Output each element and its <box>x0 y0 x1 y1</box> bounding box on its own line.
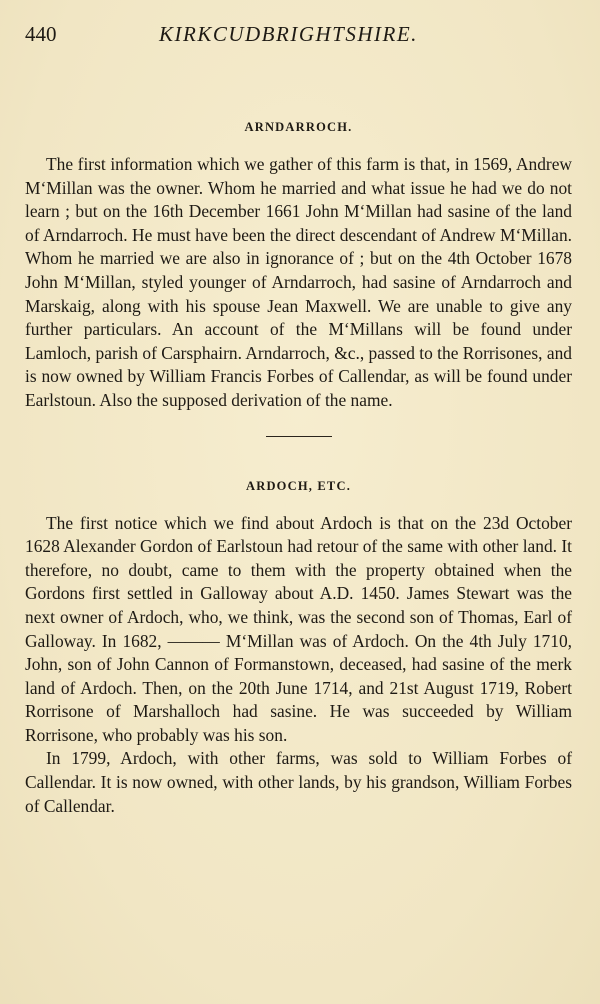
paragraph: The first notice which we find about Ardoch is that on the 23d October 1628 Alexander Gordon of Earlstoun had retour of the same with other land. It therefore, no doubt, came to them with the property obtained when the Gordons first settled in Galloway about A.D. 1450. James Stewart was the next owner of Ardoch, who, we think, was the second son of Thomas, Earl of Galloway. In 1682, ——— M‘Millan was of Ardoch. On the 4th July 1710, John, son of John Cannon of Formanstown, deceased, had sasine of the merk land of Ardoch. Then, on the 20th June 1714, and 21st August 1719, Robert Rorrisone of Marshalloch had sasine. He was succeeded by William Rorrisone, who probably was his son. <box>25 512 572 745</box>
paragraph: The first information which we gather of this farm is that, in 1569, Andrew M‘Millan was the owner. Whom he married and what issue he had we do not learn ; but on the 16th December 1661 John M‘Millan had sasine of the land of Arndarroch. He must have been the direct descendant of Andrew M‘Millan. Whom he married we are also in ignorance of ; but on the 4th October 1678 John M‘Millan, styled younger of Arndarroch, had sasine of Arndarroch and Marskaig, along with his spouse Jean Maxwell. We are unable to give any further particulars. An account of the M‘Millans will be found under Lamloch, parish of Carsphairn. Arndarroch, &c., passed to the Rorrisones, and is now owned by William Francis Forbes of Callendar, as will be found under Earlstoun. Also the supposed derivation of the name. <box>25 154 572 410</box>
page-number: 440 <box>25 22 57 46</box>
section-title-arndarroch: ARNDARROCH. <box>244 120 353 134</box>
running-head <box>25 22 572 56</box>
running-title: KIRKCUDBRIGHTSHIRE. <box>159 22 418 46</box>
section-title-ardoch: ARDOCH, ETC. <box>245 478 352 493</box>
section-divider <box>266 436 332 437</box>
paragraph: In 1799, Ardoch, with other farms, was sold to William Forbes of Callendar. It is now owned, with other lands, by his grandson, William Forbes of Callendar. <box>25 748 572 816</box>
